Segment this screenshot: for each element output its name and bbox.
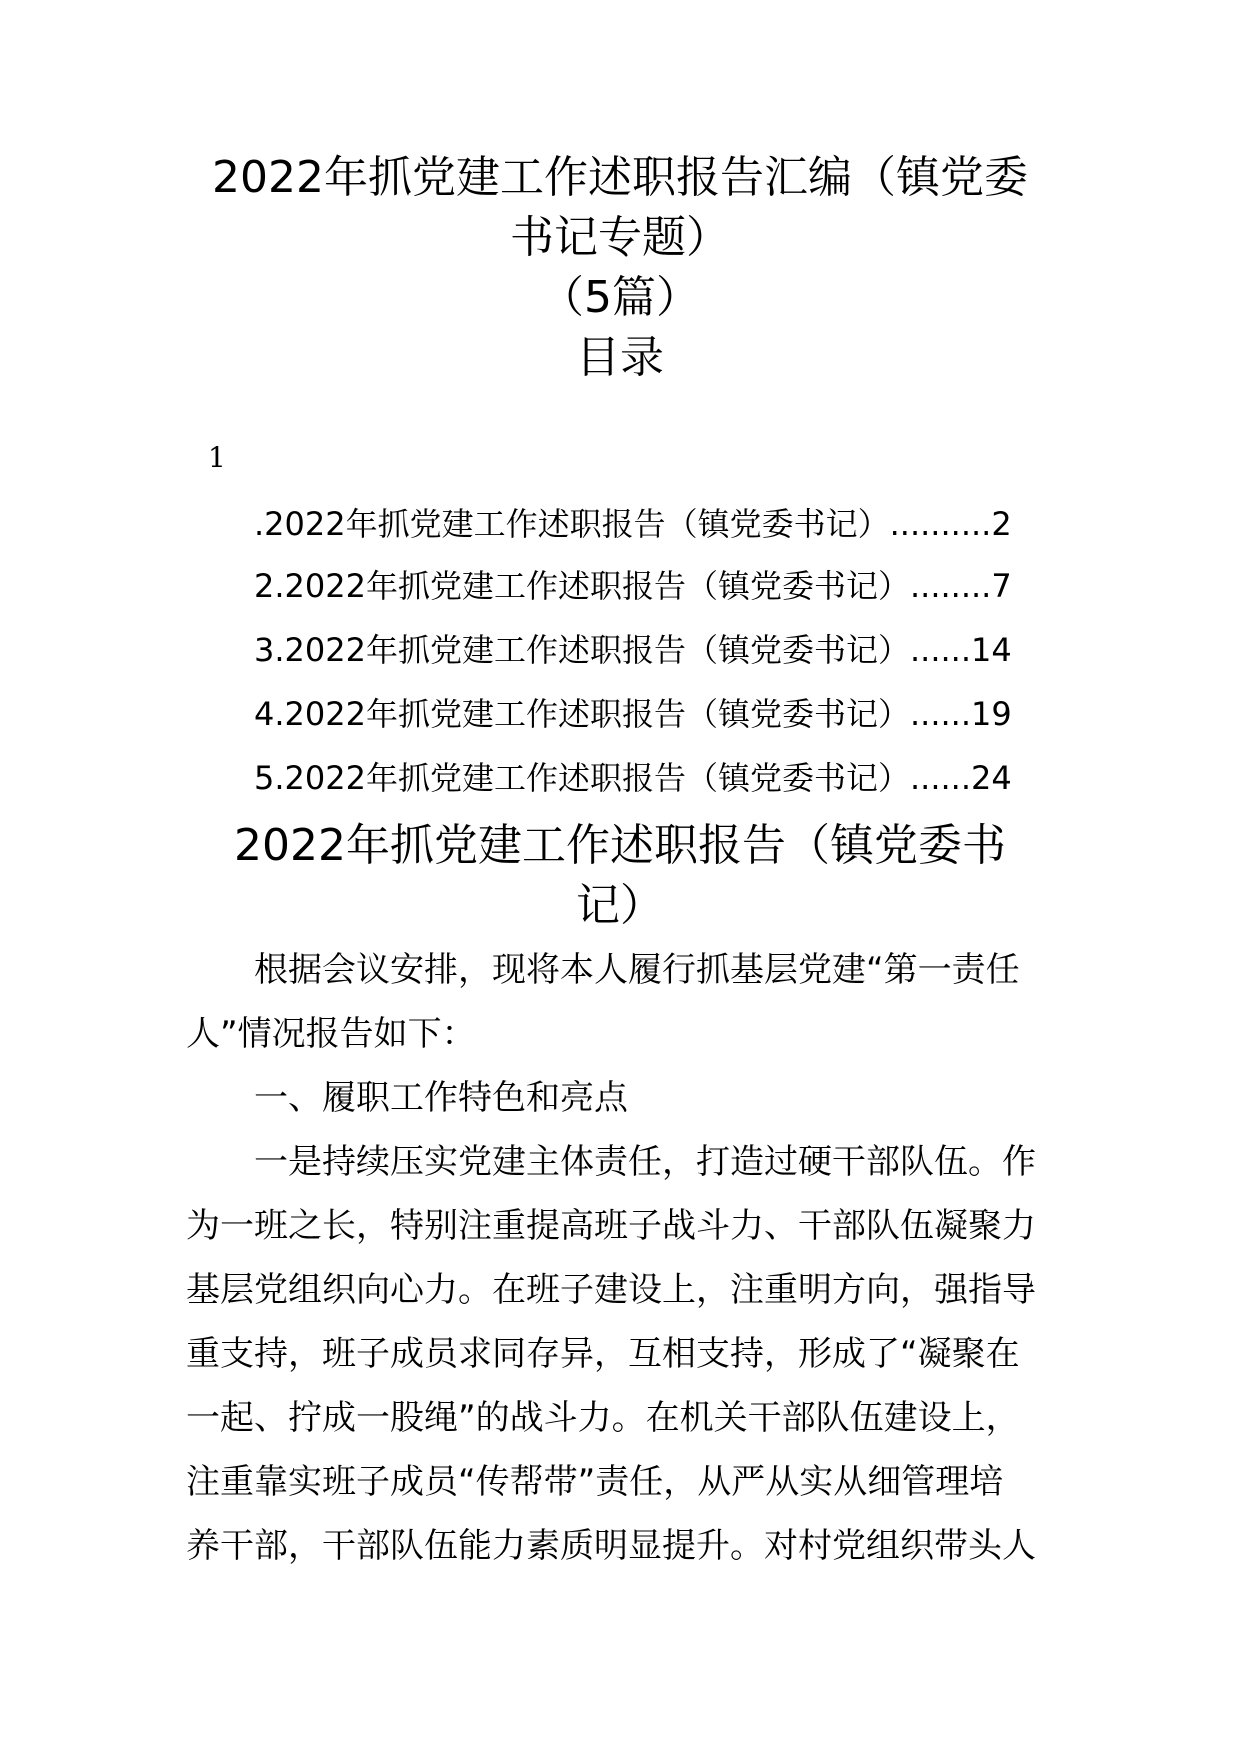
body-line: 一是持续压实党建主体责任，打造过硬干部队伍。作 bbox=[254, 1142, 1036, 1182]
section-title-line-2: 记） bbox=[576, 880, 664, 931]
body-line: 人”情况报告如下： bbox=[186, 1014, 476, 1054]
body-line: 注重靠实班子成员“传帮带”责任，从严从实从细管理培 bbox=[186, 1462, 1004, 1502]
toc-item-1[interactable]: .2022年抓党建工作述职报告（镇党委书记）..........2 bbox=[254, 505, 1012, 543]
body-line: 根据会议安排，现将本人履行抓基层党建“第一责任 bbox=[254, 950, 1020, 990]
section-heading: 一、履职工作特色和亮点 bbox=[254, 1078, 628, 1118]
document-count: （5篇） bbox=[540, 272, 700, 323]
body-line: 重支持，班子成员求同存异，互相支持，形成了“凝聚在 bbox=[186, 1334, 1020, 1374]
body-line: 为一班之长，特别注重提高班子战斗力、干部队伍凝聚力 bbox=[186, 1206, 1036, 1246]
toc-item-5[interactable]: 5.2022年抓党建工作述职报告（镇党委书记）......24 bbox=[254, 759, 1012, 797]
toc-item-2[interactable]: 2.2022年抓党建工作述职报告（镇党委书记）........7 bbox=[254, 567, 1012, 605]
section-title-line-1: 2022年抓党建工作述职报告（镇党委书 bbox=[234, 820, 1006, 871]
body-line: 养干部，干部队伍能力素质明显提升。对村党组织带头人 bbox=[186, 1526, 1036, 1566]
toc-marker: 1 bbox=[208, 441, 226, 474]
toc-heading: 目录 bbox=[576, 332, 664, 383]
toc-item-3[interactable]: 3.2022年抓党建工作述职报告（镇党委书记）......14 bbox=[254, 631, 1012, 669]
body-line: 基层党组织向心力。在班子建设上，注重明方向，强指导 bbox=[186, 1270, 1036, 1310]
toc-item-4[interactable]: 4.2022年抓党建工作述职报告（镇党委书记）......19 bbox=[254, 695, 1012, 733]
body-line: 一起、拧成一股绳”的战斗力。在机关干部队伍建设上， bbox=[186, 1398, 1020, 1438]
document-title-line-1: 2022年抓党建工作述职报告汇编（镇党委 bbox=[212, 152, 1028, 203]
document-title-line-2: 书记专题） bbox=[510, 212, 730, 263]
